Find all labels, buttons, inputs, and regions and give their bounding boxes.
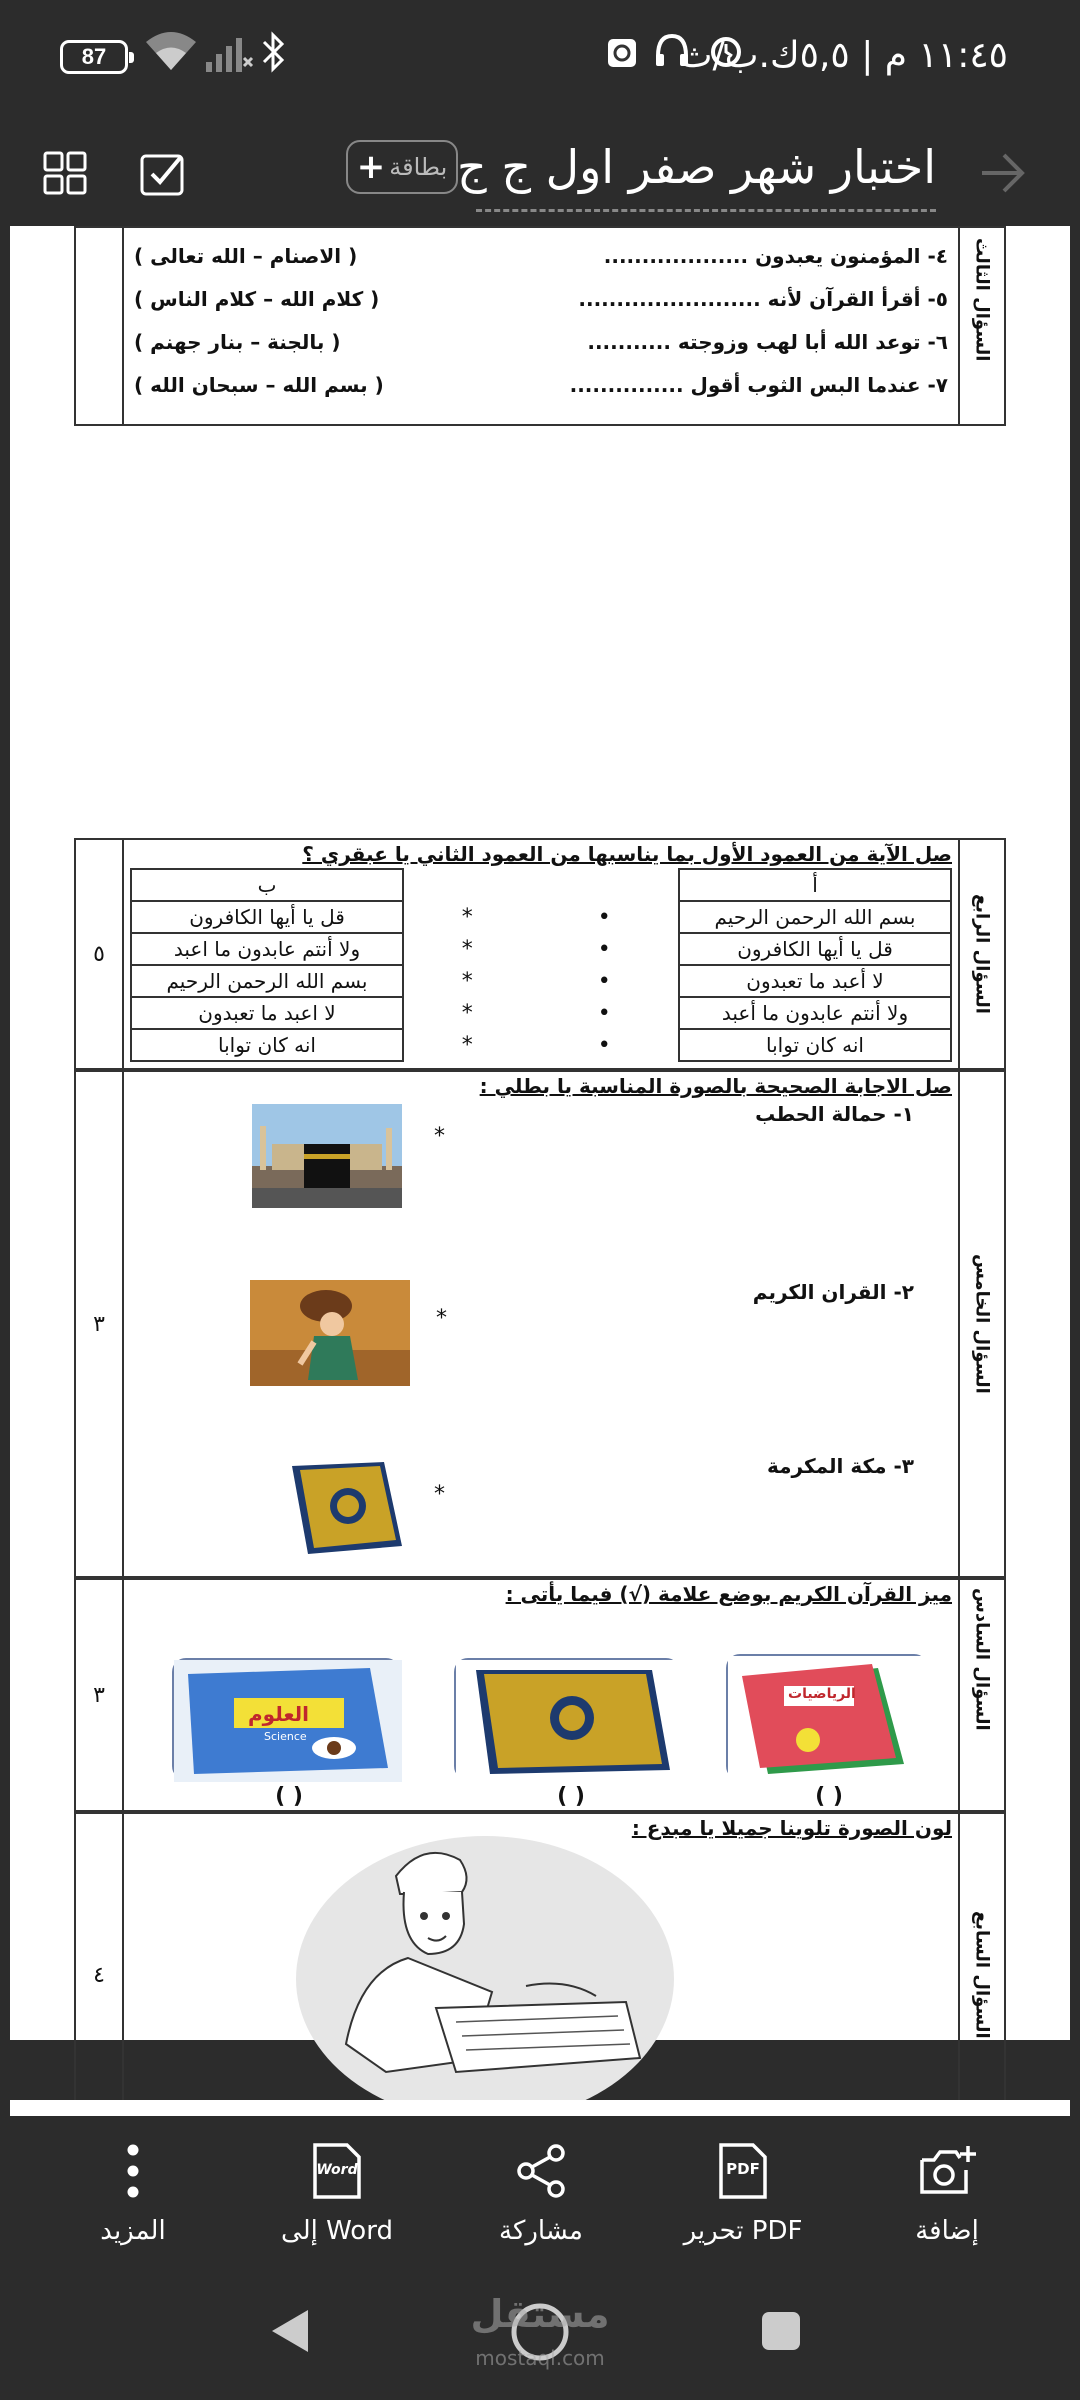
system-navigation-bar	[0, 2266, 1080, 2400]
question-7-table	[74, 1812, 1006, 2138]
q5-item: ٣- مكة المكرمة	[767, 1454, 914, 1478]
question-5-table	[74, 1070, 1006, 1578]
question-5-body	[123, 1071, 959, 1577]
tag-chip-label: بطاقة	[389, 153, 448, 181]
question-3-table	[74, 226, 1006, 426]
question-4-score: ٥	[75, 839, 123, 1069]
pdf-icon	[668, 2140, 818, 2202]
coloring-picture-boy-reading-quran	[296, 1836, 674, 2122]
question-6-score: ٣	[75, 1579, 123, 1811]
edit-pdf-button[interactable]	[668, 2140, 818, 2246]
answer-bracket[interactable]: ( )	[275, 1784, 303, 1809]
kaaba-image	[252, 1104, 402, 1208]
star-marker: *	[434, 1482, 445, 1507]
add-label: إضافة	[915, 2216, 979, 2246]
share-label: مشاركة	[499, 2216, 583, 2246]
signal-icon	[204, 30, 254, 87]
dot-marker: •	[597, 904, 611, 930]
pdf-badge: PDF	[726, 2160, 760, 2178]
to-word-button[interactable]	[262, 2140, 412, 2246]
question-5-score: ٣	[75, 1071, 123, 1577]
more-button[interactable]	[58, 2140, 208, 2246]
star-marker: *	[461, 904, 473, 930]
column-b-item: ولا أنتم عابدون ما اعبد	[131, 933, 403, 965]
grid-view-icon[interactable]	[30, 138, 100, 208]
woman-carrying-firewood-image	[250, 1280, 410, 1386]
watermark-logo: مستقل	[470, 2292, 610, 2336]
math-book-title: الرياضيات	[788, 1686, 856, 1702]
dot-marker: •	[597, 1032, 611, 1058]
notification-app-icon	[606, 30, 638, 82]
star-marker: *	[436, 1306, 447, 1331]
star-marker: *	[461, 1000, 473, 1026]
question-3-body	[123, 227, 959, 425]
more-label: المزيد	[100, 2216, 166, 2246]
dot-marker: •	[597, 1000, 611, 1026]
question-7-score: ٤	[75, 1813, 123, 2137]
question-4-table	[74, 838, 1006, 1070]
column-a-item: انه كان توابا	[679, 1029, 951, 1061]
more-vertical-icon	[58, 2140, 208, 2202]
q5-item: ٢- القران الكريم	[752, 1280, 914, 1304]
document-viewer[interactable]	[0, 238, 1080, 2116]
question-7-heading: لون الصورة تلوينا جميلا يا مبدع :	[631, 1816, 952, 1840]
word-badge: Word	[316, 2162, 358, 2178]
q3-row: ٧- عندما البس الثوب أقول ............... ( بسم الله – سبحان الله )	[134, 372, 948, 397]
forward-arrow-icon[interactable]	[968, 138, 1038, 208]
math-book-image	[726, 1654, 928, 1780]
q5-item: ١- حمالة الحطب	[755, 1102, 914, 1126]
page-2	[10, 528, 1070, 2040]
bottom-toolbar	[0, 2116, 1080, 2266]
q3-row: ٦- توعد الله أبا لهب وزوجته ........... ( بالجنة – بنار جهنم )	[134, 329, 948, 354]
to-word-label: إلى Word	[281, 2216, 393, 2246]
column-b-item: انه كان توابا	[131, 1029, 403, 1061]
question-7-label: السؤال السابع	[959, 1813, 1005, 2137]
science-book-title: العلوم	[248, 1702, 310, 1726]
column-a-header: أ	[679, 869, 951, 901]
recents-nav-icon[interactable]	[760, 2310, 802, 2356]
question-6-table	[74, 1578, 1006, 1812]
star-marker: *	[434, 1124, 445, 1149]
science-book-image	[172, 1658, 400, 1780]
status-bar	[0, 0, 1080, 112]
column-a-item: بسم الله الرحمن الرحيم	[679, 901, 951, 933]
column-a-item: قل يا أيها الكافرون	[679, 933, 951, 965]
dot-marker: •	[597, 968, 611, 994]
column-b-header: ب	[131, 869, 403, 901]
question-6-body	[123, 1579, 959, 1811]
battery-icon: 87	[60, 40, 128, 74]
answer-bracket[interactable]: ( )	[557, 1784, 585, 1809]
star-marker: *	[461, 968, 473, 994]
question-7-body	[123, 1813, 959, 2137]
question-6-label: السؤال السادس	[959, 1579, 1005, 1811]
column-a-item: ولا أنتم عابدون ما أعبد	[679, 997, 951, 1029]
question-3-label: السؤال الثالث	[959, 227, 1005, 425]
science-book-subtitle: Science	[264, 1730, 307, 1743]
back-nav-icon[interactable]	[268, 2306, 312, 2360]
wifi-icon	[144, 30, 198, 87]
document-title[interactable]: اختبار شهر صفر اول ج ج	[476, 132, 936, 212]
camera-add-icon	[872, 2140, 1022, 2202]
column-b-item: بسم الله الرحمن الرحيم	[131, 965, 403, 997]
plus-icon: +	[356, 147, 386, 187]
bluetooth-icon	[258, 30, 288, 87]
word-icon	[262, 2140, 412, 2202]
question-6-heading: ميز القرآن الكريم بوضع علامة (√) فيما يأتى :	[505, 1582, 952, 1606]
share-icon	[466, 2140, 616, 2202]
quran-option-image	[454, 1658, 680, 1780]
question-5-heading: صل الاجابة الصحيحة بالصورة المناسبة يا بطلي :	[479, 1074, 952, 1098]
question-4-body	[123, 839, 959, 1069]
share-button[interactable]	[466, 2140, 616, 2246]
status-time-data-rate: ١١:٤٥ م | ٥,٥ك.ب/ث	[678, 35, 1008, 76]
star-marker: *	[461, 1032, 473, 1058]
column-b-item: لا اعبد ما تعبدون	[131, 997, 403, 1029]
question-4-label: السؤال الرابع	[959, 839, 1005, 1069]
matching-table	[130, 868, 952, 1062]
select-checkbox-icon[interactable]	[130, 138, 200, 208]
question-5-label: السؤال الخامس	[959, 1071, 1005, 1577]
q3-row: ٥- أقرأ القرآن لأنه ........................ ( كلام الله – كلام الناس )	[134, 286, 948, 311]
dot-marker: •	[597, 936, 611, 962]
column-a-item: لا أعبد ما تعبدون	[679, 965, 951, 997]
question-4-heading: صل الآية من العمود الأول بما يناسبها من العمود الثاني يا عبقري ؟	[302, 842, 952, 866]
add-button[interactable]	[872, 2140, 1022, 2246]
edit-pdf-label: تحرير PDF	[683, 2216, 803, 2246]
watermark-url: mostaql.com	[475, 2346, 605, 2370]
column-b-item: قل يا أيها الكافرون	[131, 901, 403, 933]
q3-row: ٤- المؤمنون يعبدون ................... ( الاصنام – الله تعالى )	[134, 243, 948, 268]
quran-book-image	[264, 1450, 420, 1566]
answer-bracket[interactable]: ( )	[815, 1784, 843, 1809]
add-tag-button[interactable]	[346, 140, 458, 194]
star-marker: *	[461, 936, 473, 962]
star-cell	[403, 869, 530, 901]
score-cell	[75, 227, 123, 425]
dot-cell	[530, 869, 679, 901]
